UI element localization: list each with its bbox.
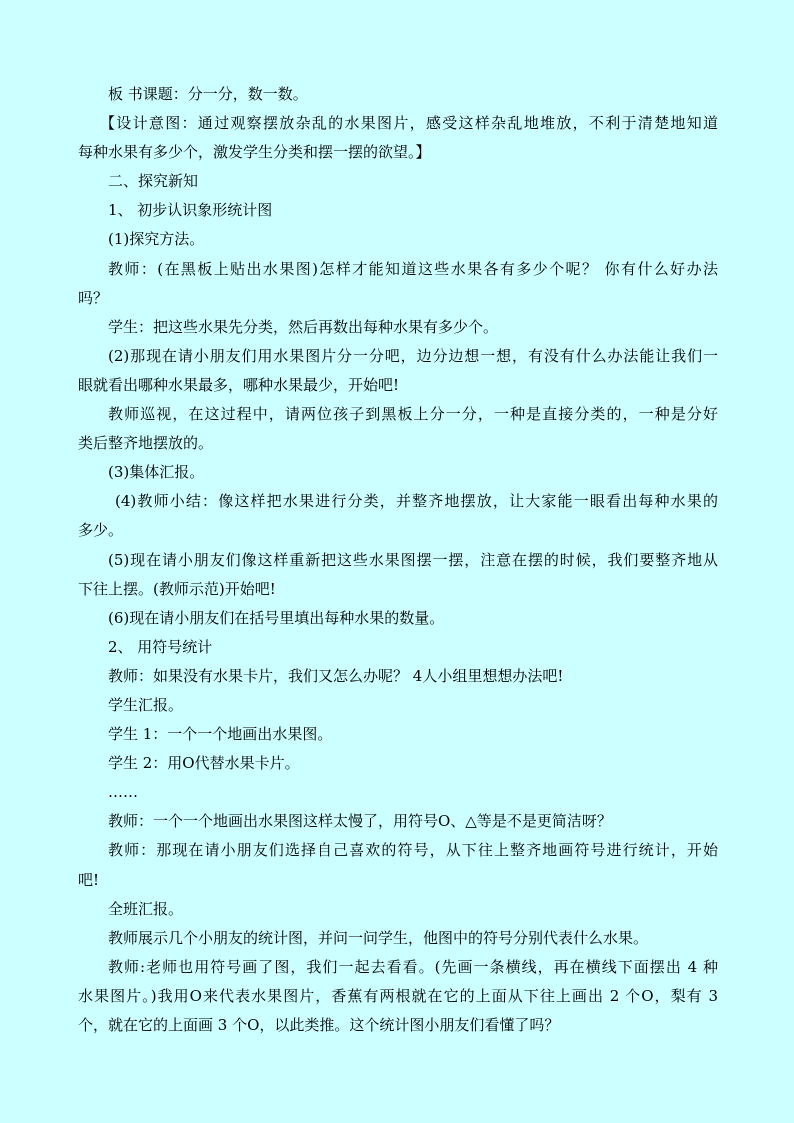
section-heading-explore: 二、探究新知 <box>108 172 199 191</box>
design-intent-line-1: 【设计意图：通过观察摆放杂乱的水果图片，感受这样杂乱地堆放，不利于清楚地知道 <box>100 114 718 133</box>
step-4-line-2: 多少。 <box>78 521 124 540</box>
teacher-symbol-line: 教师：一个一个地画出水果图这样太慢了，用符号O、△等是不是更简洁呀？ <box>108 812 612 831</box>
teacher-question-line-2: 吗？ <box>78 288 109 307</box>
teacher-draw-line-3: 个，就在它的上面画 3 个O，以此类推。这个统计图小朋友们看懂了吗？ <box>78 1016 560 1034</box>
teacher-draw-line-1: 教师:老师也用符号画了图，我们一起去看看。(先画一条横线，再在横线下面摆出 4 种 <box>108 957 718 976</box>
ellipsis-line: …… <box>108 783 138 802</box>
teacher-no-cards-line: 教师：如果没有水果卡片，我们又怎么办呢？ 4人小组里想想办法吧! <box>108 666 564 685</box>
step-2-line-1: (2)那现在请小朋友们用水果图片分一分吧，边分边想一想，有没有什么办法能让我们一 <box>108 346 718 365</box>
teacher-question-line-1: 教师：(在黑板上贴出水果图)怎样才能知道这些水果各有多少个呢？ 你有什么好办法 <box>108 259 718 278</box>
teacher-show-charts-line: 教师展示几个小朋友的统计图，并问一问学生，他图中的符号分别代表什么水果。 <box>108 928 649 947</box>
student-1-line: 学生 1：一个一个地画出水果图。 <box>108 725 333 744</box>
design-intent-line-2: 每种水果有多少个，激发学生分类和摆一摆的欲望。】 <box>78 143 431 162</box>
class-report-line: 全班汇报。 <box>108 899 184 918</box>
step-5-line-2: 下往上摆。(教师示范)开始吧! <box>78 579 276 598</box>
step-3-line: (3)集体汇报。 <box>108 463 205 482</box>
step-4-line-1: (4)教师小结：像这样把水果进行分类，并整齐地摆放，让大家能一眼看出每种水果的 <box>115 492 718 511</box>
student-2-line: 学生 2：用O代替水果卡片。 <box>108 754 300 773</box>
teacher-choose-symbol-line-2: 吧! <box>78 870 100 889</box>
subsection-heading-1: 1、 初步认识象形统计图 <box>108 201 273 220</box>
teacher-choose-symbol-line-1: 教师：那现在请小朋友们选择自己喜欢的符号，从下往上整齐地画符号进行统计，开始 <box>108 841 718 860</box>
teacher-patrol-line-2: 类后整齐地摆放的。 <box>78 434 214 453</box>
step-2-line-2: 眼就看出哪种水果最多，哪种水果最少，开始吧! <box>78 375 400 394</box>
subsection-heading-2: 2、 用符号统计 <box>108 637 213 656</box>
step-6-line: (6)现在请小朋友们在括号里填出每种水果的数量。 <box>108 608 445 627</box>
step-5-line-1: (5)现在请小朋友们像这样重新把这些水果图摆一摆，注意在摆的时候，我们要整齐地从 <box>108 550 718 569</box>
step-1-line: (1)探究方法。 <box>108 230 205 249</box>
document-page <box>78 80 718 1040</box>
board-title-line: 板 书课题：分一分，数一数。 <box>108 85 308 103</box>
teacher-draw-line-2: 水果图片。)我用O来代表水果图片，香蕉有两根就在它的上面从下往上画出 2 个O，梨有 3 <box>78 986 718 1005</box>
teacher-patrol-line-1: 教师巡视，在这过程中，请两位孩子到黑板上分一分，一种是直接分类的，一种是分好 <box>108 405 718 424</box>
student-answer-line: 学生：把这些水果先分类，然后再数出每种水果有多少个。 <box>108 317 499 336</box>
student-report-line: 学生汇报。 <box>108 695 184 714</box>
